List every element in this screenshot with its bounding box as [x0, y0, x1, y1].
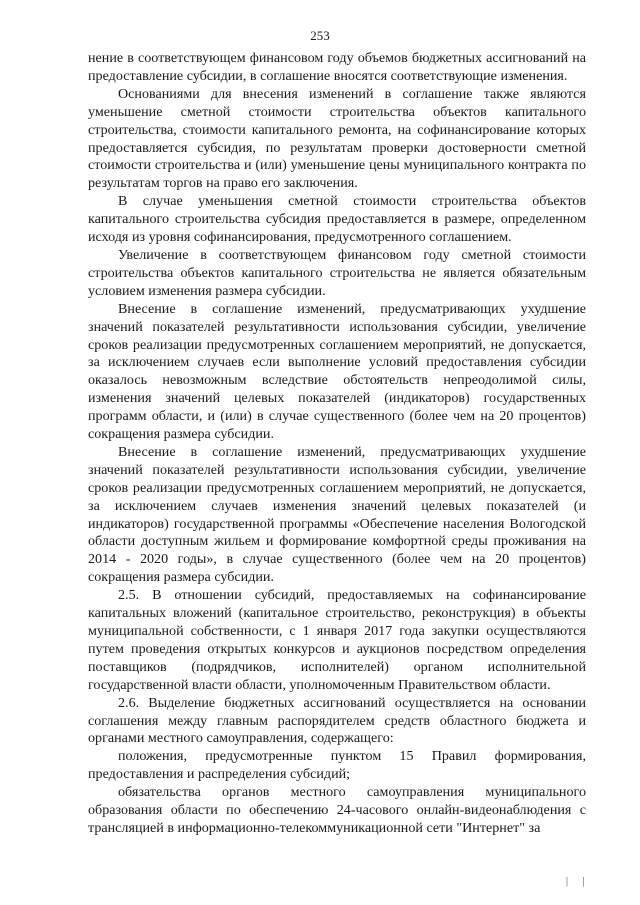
paragraph-8-section-2-6: 2.6. Выделение бюджетных ассигнований осуществляется на основании соглашения между главным распорядителем средств областного бюджета и органами местного самоуправления, содержащего:: [88, 694, 586, 747]
paragraph-2: Основаниями для внесения изменений в соглашение также являются уменьшение сметной стоимости строительства объектов капитального строительства, стоимости капитального ремонта, на софинансирование которых предоставляется субсидия, по результатам проверки достоверности сметной стоимости строительства и (или) уменьшение цены муниципального контракта по результатам торгов на право его заключения.: [88, 85, 586, 192]
paragraph-6: Внесение в соглашение изменений, предусматривающих ухудшение значений показателей результативности использования субсидии, увеличение сроков реализации предусмотренных соглашением мероприятий, не допускается, за исключением случаев изменения значений целевых показателей (и индикаторов) государственной программы «Обеспечение населения Вологодской области доступным жильем и формирование комфортной среды проживания на 2014 - 2020 годы», в случае существенного (более чем на 20 процентов) сокращения размера субсидии.: [88, 443, 586, 586]
paragraph-9: положения, предусмотренные пунктом 15 Правил формирования, предоставления и распределения субсидий;: [88, 748, 586, 783]
paragraph-10: обязательства органов местного самоуправления муниципального образования области по обеспечению 24-часового онлайн-видеонаблюдения с трансляцией в информационно-телекоммуникационной сети "Интернет" за: [88, 784, 586, 836]
paragraph-1: нение в соответствующем финансовом году объемов бюджетных ассигнований на предоставление субсидии, в соглашение вносятся соответствующие изменения.: [88, 50, 586, 84]
paragraph-7-section-2-5: 2.5. В отношении субсидий, предоставляемых на софинансирование капитальных вложений (капитальное строительство, реконструкция) в объекты муниципальной собственности, с 1 января 2017 года закупки осуществляются путем проведения открытых конкурсов и аукционов посредством определения поставщиков (подрядчиков, исполнителей) органом исполнительной государственной власти области, уполномоченным Правительством области.: [88, 587, 586, 693]
paragraph-3: В случае уменьшения сметной стоимости строительства объектов капитального строительства субсидия предоставляется в размере, определенном исходя из уровня софинансирования, предусмотренного соглашением.: [88, 193, 586, 246]
page-number: 253: [310, 28, 330, 43]
paragraph-4: Увеличение в соответствующем финансовом году сметной стоимости строительства объектов капитального строительства не является обязательным условием изменения размера субсидии.: [88, 246, 586, 299]
paragraph-5: Внесение в соглашение изменений, предусматривающих ухудшение значений показателей результативности использования субсидии, увеличение сроков реализации предусмотренных соглашением мероприятий, не допускается, за исключением случаев если выполнение условий предоставления субсидии оказалось невозможным вследствие обстоятельств непреодолимой силы, изменения значений целевых показателей (индикаторов) государственных программ области, и (или) в случае существенного (более чем на 20 процентов) сокращения размера субсидии.: [88, 300, 586, 443]
margin-marks: | |: [566, 876, 591, 887]
document-body: [88, 50, 586, 838]
